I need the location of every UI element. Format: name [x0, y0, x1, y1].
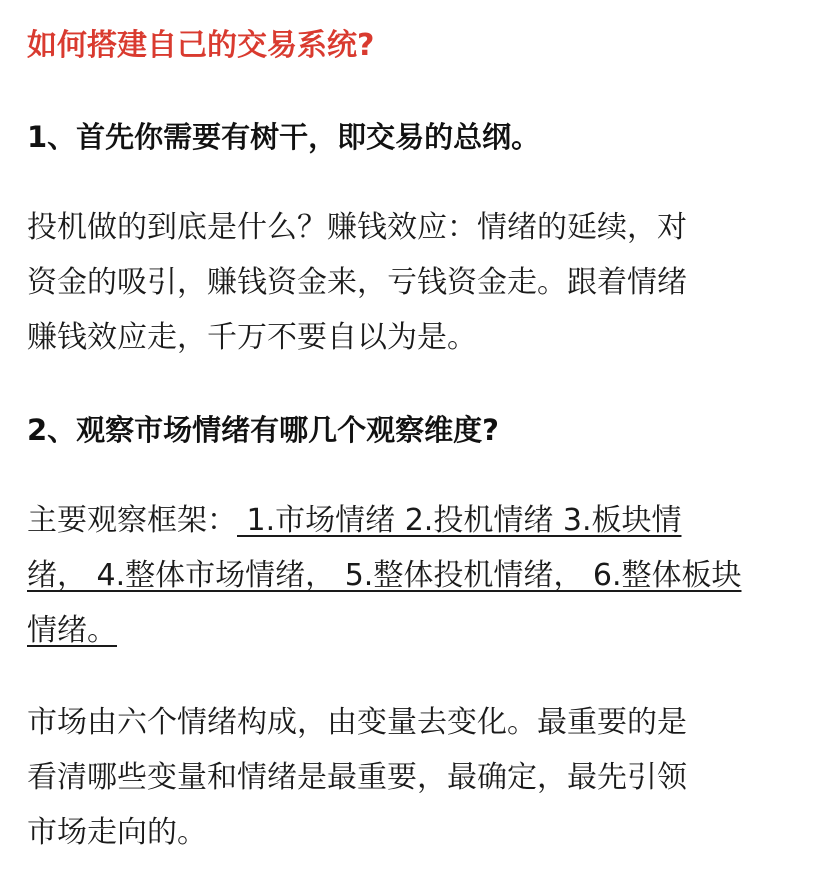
framework-lead: 主要观察框架：	[27, 503, 237, 538]
paragraph-3-line-2: 看清哪些变量和情绪是最重要，最确定，最先引领	[27, 760, 687, 795]
paragraph-1-line-2: 资金的吸引，赚钱资金来，亏钱资金走。跟着情绪	[27, 265, 687, 300]
section-heading-2: 2、观察市场情绪有哪几个观察维度?	[27, 413, 500, 447]
paragraph-1	[27, 200, 807, 365]
paragraph-2-line-1	[27, 493, 807, 548]
paragraph-1-line-3: 赚钱效应走，千万不要自以为是。	[27, 320, 477, 355]
paragraph-2-line-2	[27, 548, 807, 603]
article-title: 如何搭建自己的交易系统?	[27, 28, 375, 63]
paragraph-3-line-1: 市场由六个情绪构成，由变量去变化。最重要的是	[27, 705, 687, 740]
paragraph-2-line-3	[27, 603, 807, 658]
paragraph-3-line-3: 市场走向的。	[27, 815, 207, 850]
section-heading-1: 1、首先你需要有树干，即交易的总纲。	[27, 120, 541, 154]
framework-list-part-1: 1.市场情绪 2.投机情绪 3.板块情	[237, 503, 682, 538]
paragraph-2	[27, 493, 807, 658]
paragraph-3	[27, 695, 807, 860]
paragraph-1-line-1: 投机做的到底是什么？赚钱效应：情绪的延续，对	[27, 210, 687, 245]
framework-list-part-2: 绪， 4.整体市场情绪， 5.整体投机情绪， 6.整体板块	[27, 558, 742, 593]
framework-list-part-3: 情绪。	[27, 613, 117, 648]
